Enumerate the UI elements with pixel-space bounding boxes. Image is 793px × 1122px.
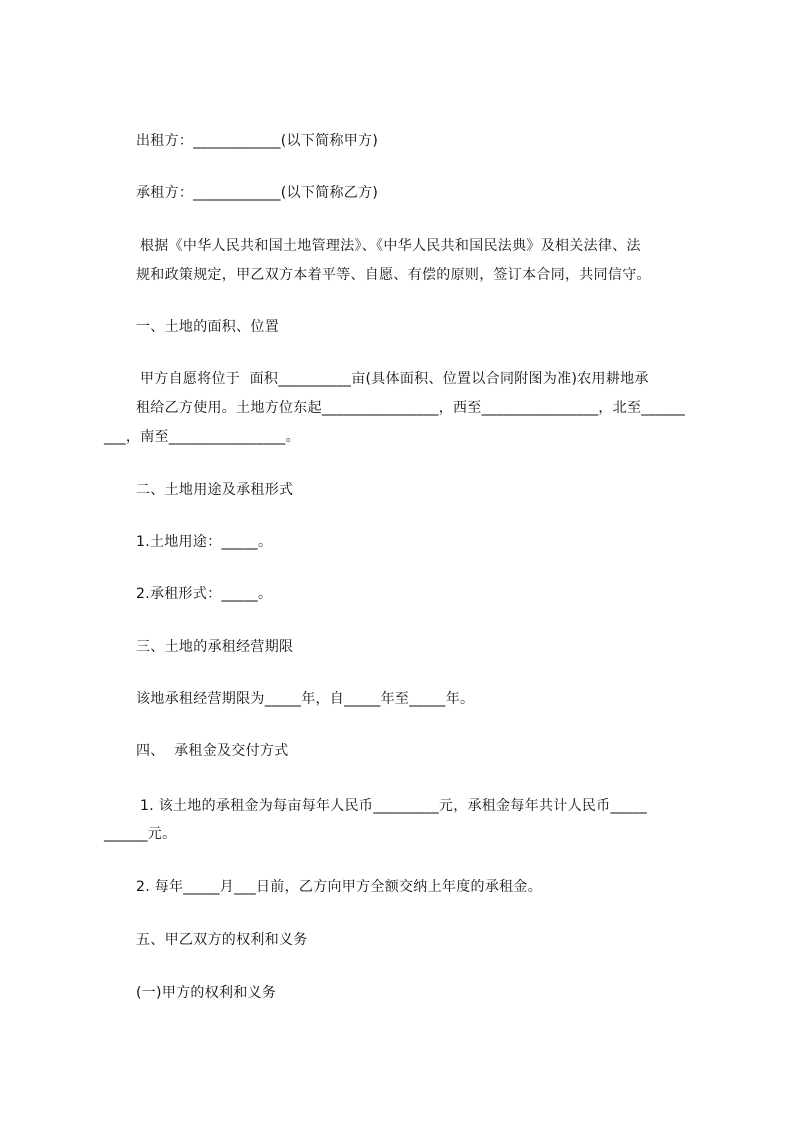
section4-item-1-line-2: ______元。 <box>104 826 177 842</box>
preamble-line-1: 根据《中华人民共和国土地管理法》、《中华人民共和国民法典》及相关法律、法 <box>140 238 641 254</box>
section2-heading: 二、土地用途及承租形式 <box>136 482 294 498</box>
section1-body-line-1: 甲方自愿将位于 面积__________亩(具体面积、位置以合同附图为准)农用耕地承 <box>140 371 649 387</box>
section4-heading: 四、 承租金及交付方式 <box>136 743 289 759</box>
section5-sub-heading-1: (一)甲方的权利和义务 <box>136 985 277 1001</box>
section4-item-1-line-1: 1. 该土地的承租金为每亩每年人民币_________元，承租金每年共计人民币_____ <box>140 798 648 814</box>
lessor-line: 出租方：____________(以下简称甲方) <box>136 133 379 149</box>
section2-item-2: 2.承租形式：_____。 <box>136 586 273 602</box>
section1-body-line-2: 租给乙方使用。土地方位东起________________，西至________________，北至______ <box>136 400 686 416</box>
section1-heading: 一、土地的面积、位置 <box>136 319 279 335</box>
section3-body: 该地承租经营期限为_____年，自_____年至_____年。 <box>136 691 475 707</box>
lessee-line: 承租方：____________(以下简称乙方) <box>136 185 379 201</box>
preamble-line-2: 规和政策规定，甲乙双方本着平等、自愿、有偿的原则，签订本合同，共同信守。 <box>136 267 651 283</box>
section4-item-2: 2. 每年_____月___日前，乙方向甲方全额交纳上年度的承租金。 <box>136 879 543 895</box>
section3-heading: 三、土地的承租经营期限 <box>136 639 294 655</box>
section1-body-line-3: ___，南至________________。 <box>104 429 300 445</box>
section2-item-1: 1.土地用途：_____。 <box>136 534 273 550</box>
section5-heading: 五、甲乙双方的权利和义务 <box>136 932 308 948</box>
